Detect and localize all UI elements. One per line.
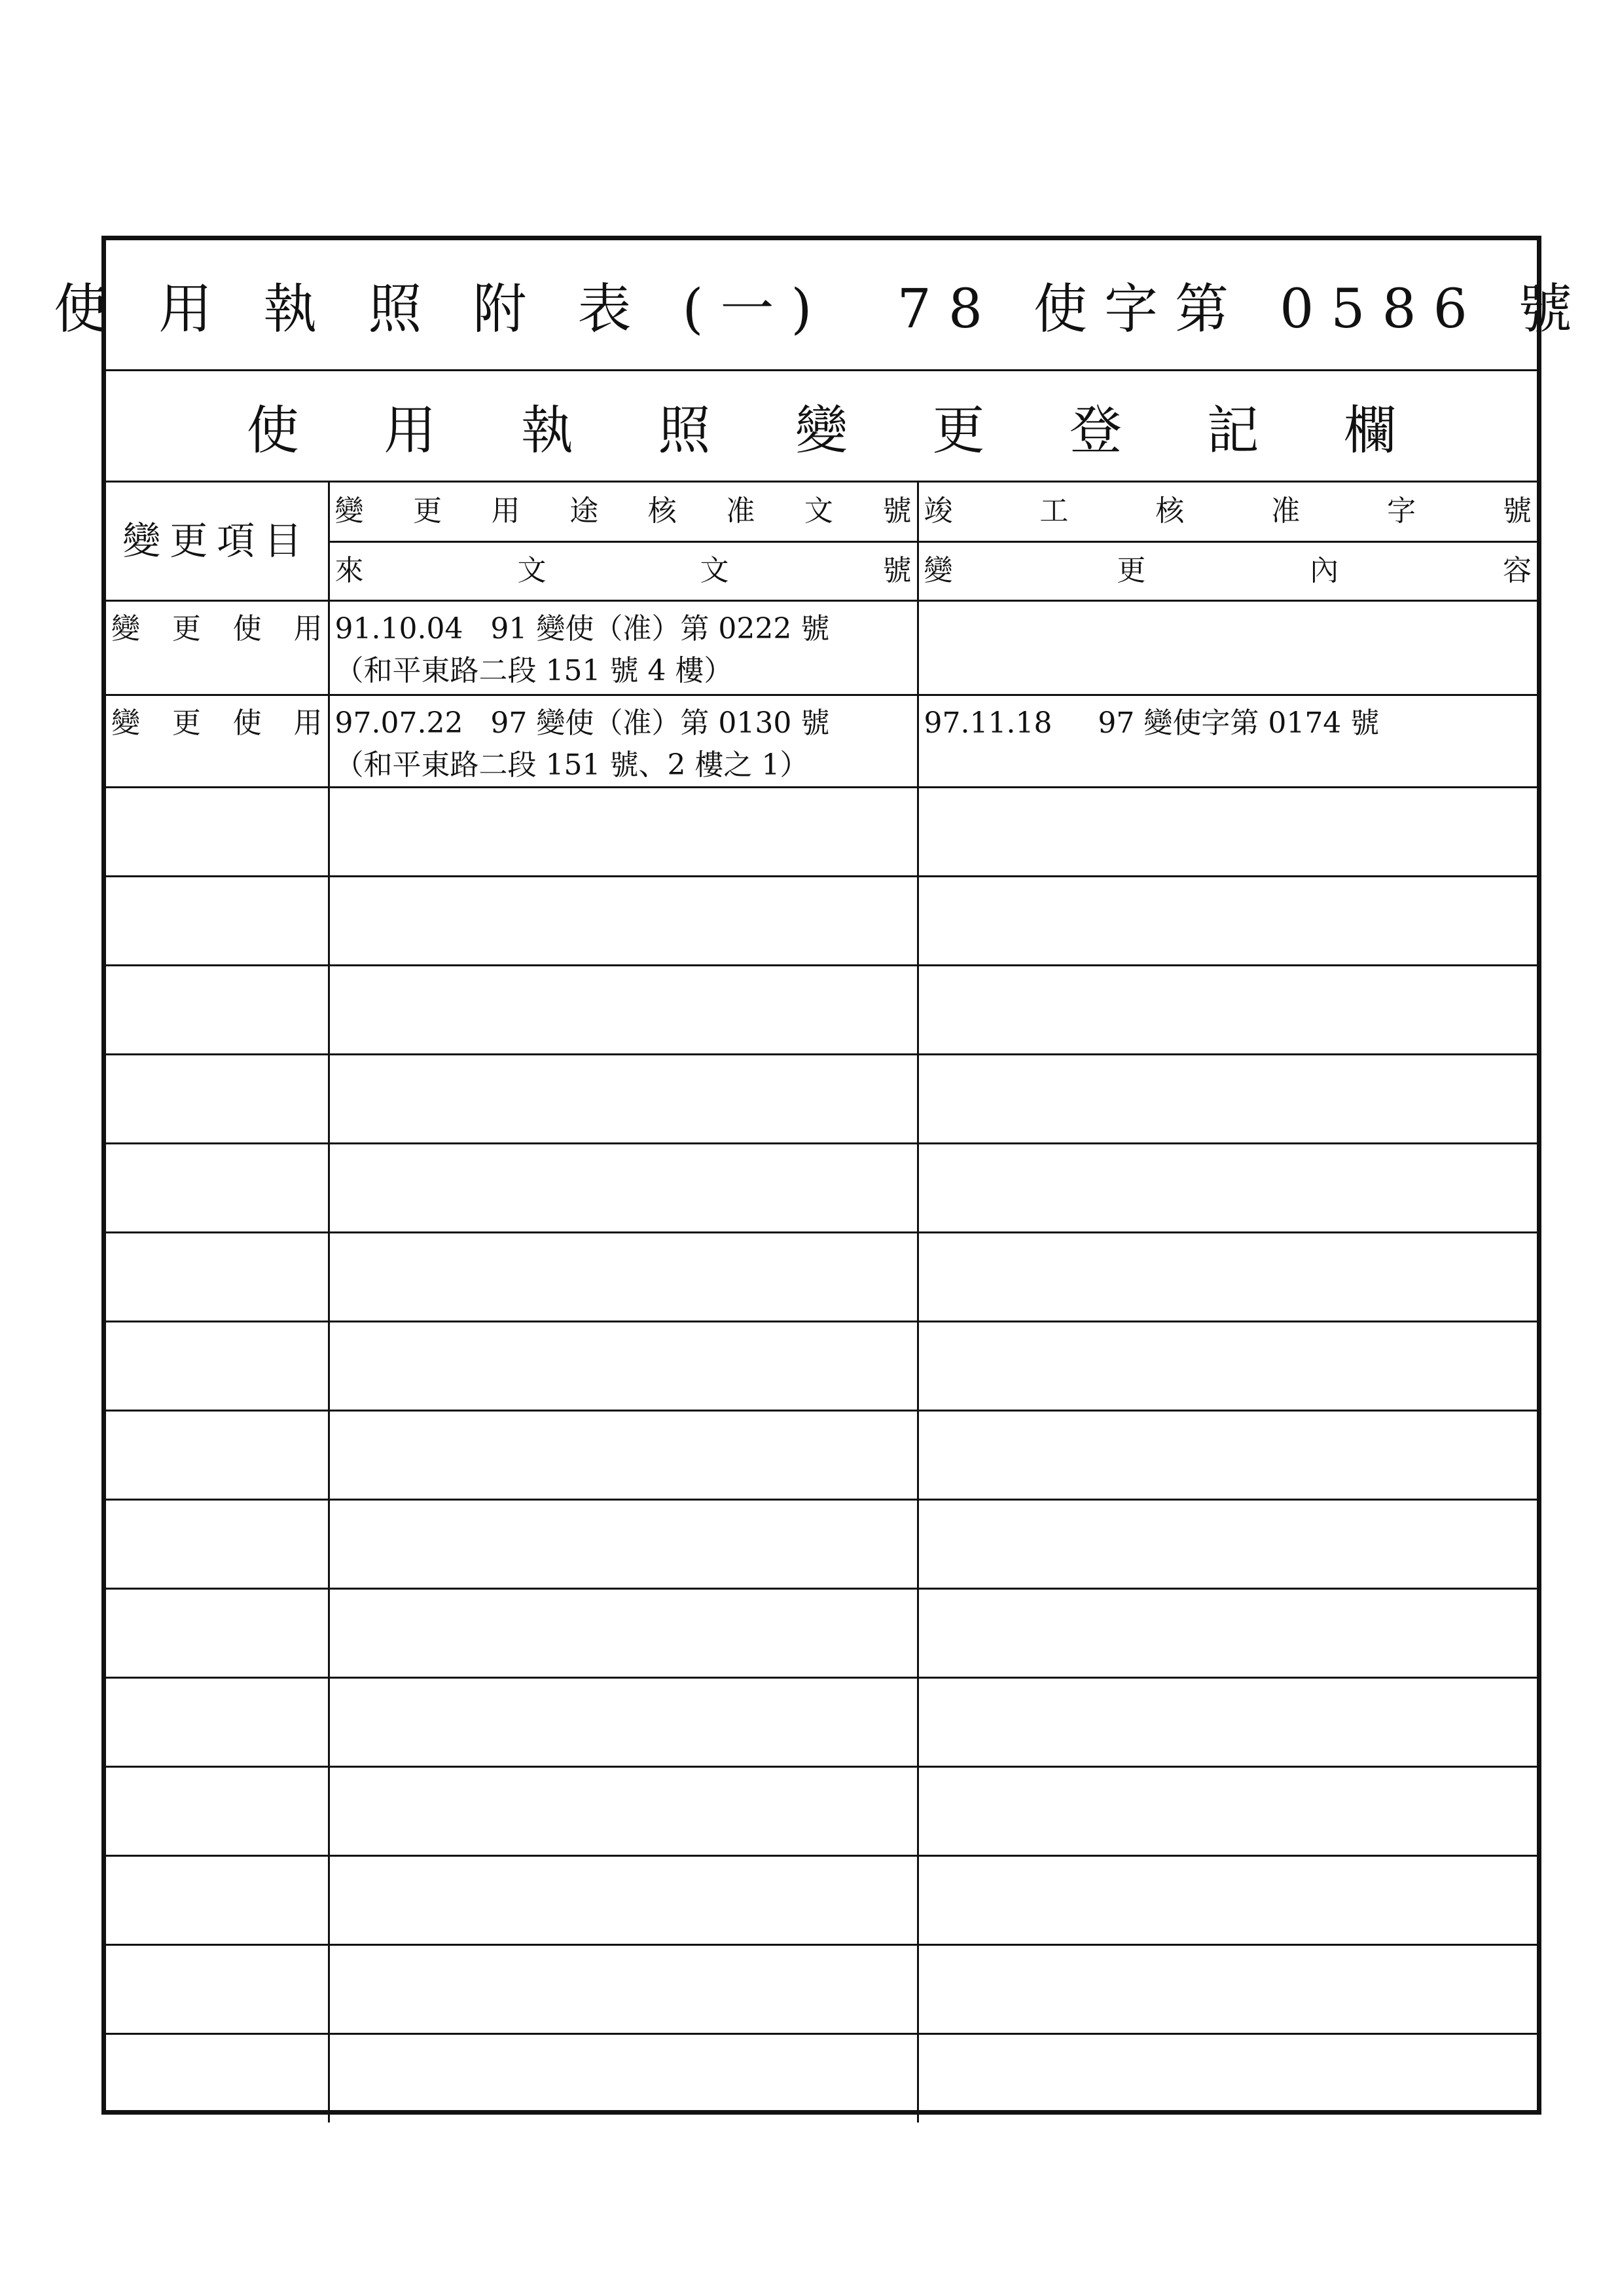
empty-cell: [106, 1855, 329, 1944]
empty-row: [106, 1499, 1537, 1588]
empty-row: [106, 1677, 1537, 1766]
empty-cell: [106, 1944, 329, 2033]
empty-cell: [106, 2033, 329, 2123]
empty-cell: [329, 1054, 918, 1143]
completion-cell: [918, 695, 1537, 787]
header-char: 文: [700, 554, 729, 587]
subtitle-char: 執: [520, 400, 573, 461]
approval-doc-cell: [329, 695, 918, 787]
empty-cell: [918, 1410, 1537, 1499]
empty-cell: [918, 2033, 1537, 2123]
item-char: 用: [293, 706, 323, 740]
empty-cell: [918, 1054, 1537, 1143]
empty-row: [106, 1410, 1537, 1499]
empty-cell: [106, 1054, 329, 1143]
empty-cell: [329, 1143, 918, 1232]
form-title: 使 用 執 照 附 表 (一) 78 使字第 0586 號: [54, 278, 1589, 340]
table-row: [106, 600, 1537, 695]
empty-cell: [918, 1232, 1537, 1321]
empty-cell: [106, 1143, 329, 1232]
registration-table: [106, 483, 1537, 2123]
empty-cell: [106, 876, 329, 965]
empty-cell: [918, 1499, 1537, 1588]
header-char: 竣: [924, 494, 953, 528]
header-char: 號: [882, 554, 912, 587]
empty-cell: [106, 1232, 329, 1321]
header-char: 文: [804, 494, 833, 528]
doc-line: 91.10.04 91 變使（准）第 0222 號: [334, 611, 830, 646]
empty-cell: [106, 965, 329, 1054]
empty-row: [106, 2033, 1537, 2123]
header-char: 更: [413, 494, 442, 528]
title-row: [54, 240, 1589, 371]
empty-cell: [329, 1855, 918, 1944]
item-char: 用: [293, 611, 323, 646]
empty-cell: [106, 1321, 329, 1410]
empty-cell: [106, 1677, 329, 1766]
header-char: 途: [569, 494, 599, 528]
empty-cell: [329, 965, 918, 1054]
completion-cell: [918, 600, 1537, 695]
empty-cell: [329, 1321, 918, 1410]
empty-row: [106, 876, 1537, 965]
item-char: 更: [171, 706, 201, 740]
empty-cell: [106, 787, 329, 876]
empty-row: [106, 1232, 1537, 1321]
header-change-item: 變更項目: [106, 483, 329, 600]
doc-address: （和平東路二段 151 號、2 樓之 1）: [334, 748, 809, 782]
change-item-cell: [106, 600, 329, 695]
header-char: 准: [726, 494, 755, 528]
empty-cell: [918, 1588, 1537, 1677]
subtitle-char: 用: [384, 400, 437, 461]
item-char: 更: [171, 611, 201, 646]
empty-cell: [918, 876, 1537, 965]
empty-cell: [918, 1677, 1537, 1766]
empty-cell: [329, 1499, 918, 1588]
item-char: 變: [111, 706, 140, 740]
empty-cell: [329, 2033, 918, 2123]
empty-row: [106, 1054, 1537, 1143]
empty-row: [106, 787, 1537, 876]
subtitle-row: [106, 371, 1537, 483]
change-item-cell: [106, 695, 329, 787]
subtitle-char: 欄: [1344, 400, 1397, 461]
doc-address: （和平東路二段 151 號 4 樓）: [334, 653, 733, 687]
doc-line: 97.07.22 97 變使（准）第 0130 號: [334, 706, 830, 740]
header-row-1: [106, 483, 1537, 541]
empty-cell: [106, 1588, 329, 1677]
empty-cell: [106, 1766, 329, 1855]
empty-row: [106, 1143, 1537, 1232]
item-char: 變: [111, 611, 140, 646]
header-char: 號: [882, 494, 912, 528]
subtitle-char: 變: [795, 400, 848, 461]
empty-row: [106, 965, 1537, 1054]
empty-cell: [329, 876, 918, 965]
empty-cell: [329, 1766, 918, 1855]
table-row: [106, 695, 1537, 787]
header-change-content: [918, 541, 1537, 600]
header-char: 核: [647, 494, 677, 528]
empty-cell: [918, 1855, 1537, 1944]
empty-cell: [329, 1410, 918, 1499]
empty-cell: [918, 1766, 1537, 1855]
empty-cell: [329, 1944, 918, 2033]
header-char: 容: [1502, 554, 1532, 587]
item-char: 使: [232, 611, 262, 646]
empty-cell: [329, 1588, 918, 1677]
empty-cell: [106, 1410, 329, 1499]
header-char: 准: [1271, 494, 1301, 528]
empty-row: [106, 1321, 1537, 1410]
license-form: [54, 236, 1589, 2115]
empty-row: [106, 1944, 1537, 2033]
empty-row: [106, 1855, 1537, 1944]
empty-cell: [106, 1499, 329, 1588]
subtitle-char: 更: [932, 400, 985, 461]
item-char: 使: [232, 706, 262, 740]
completion-line: 97.11.18 97 變使字第 0174 號: [924, 706, 1380, 740]
header-approval-doc: [329, 483, 918, 541]
header-char: 變: [334, 494, 364, 528]
empty-cell: [918, 1944, 1537, 2033]
empty-row: [106, 1766, 1537, 1855]
header-char: 核: [1155, 494, 1185, 528]
empty-cell: [329, 1232, 918, 1321]
header-char: 更: [1117, 554, 1146, 587]
header-char: 用: [491, 494, 520, 528]
empty-cell: [329, 1677, 918, 1766]
empty-cell: [918, 787, 1537, 876]
header-char: 變: [924, 554, 953, 587]
header-completion-no: [918, 483, 1537, 541]
empty-cell: [329, 787, 918, 876]
header-char: 號: [1502, 494, 1532, 528]
subtitle-char: 記: [1206, 400, 1259, 461]
empty-cell: [918, 965, 1537, 1054]
header-incoming-doc: [329, 541, 918, 600]
subtitle-char: 照: [658, 400, 711, 461]
header-char: 內: [1310, 554, 1339, 587]
header-char: 字: [1387, 494, 1416, 528]
subtitle-char: 使: [246, 400, 299, 461]
empty-cell: [918, 1321, 1537, 1410]
header-char: 文: [517, 554, 547, 587]
empty-row: [106, 1588, 1537, 1677]
header-char: 工: [1039, 494, 1069, 528]
empty-cell: [918, 1143, 1537, 1232]
subtitle-char: 登: [1070, 400, 1123, 461]
approval-doc-cell: [329, 600, 918, 695]
header-char: 來: [334, 554, 364, 587]
